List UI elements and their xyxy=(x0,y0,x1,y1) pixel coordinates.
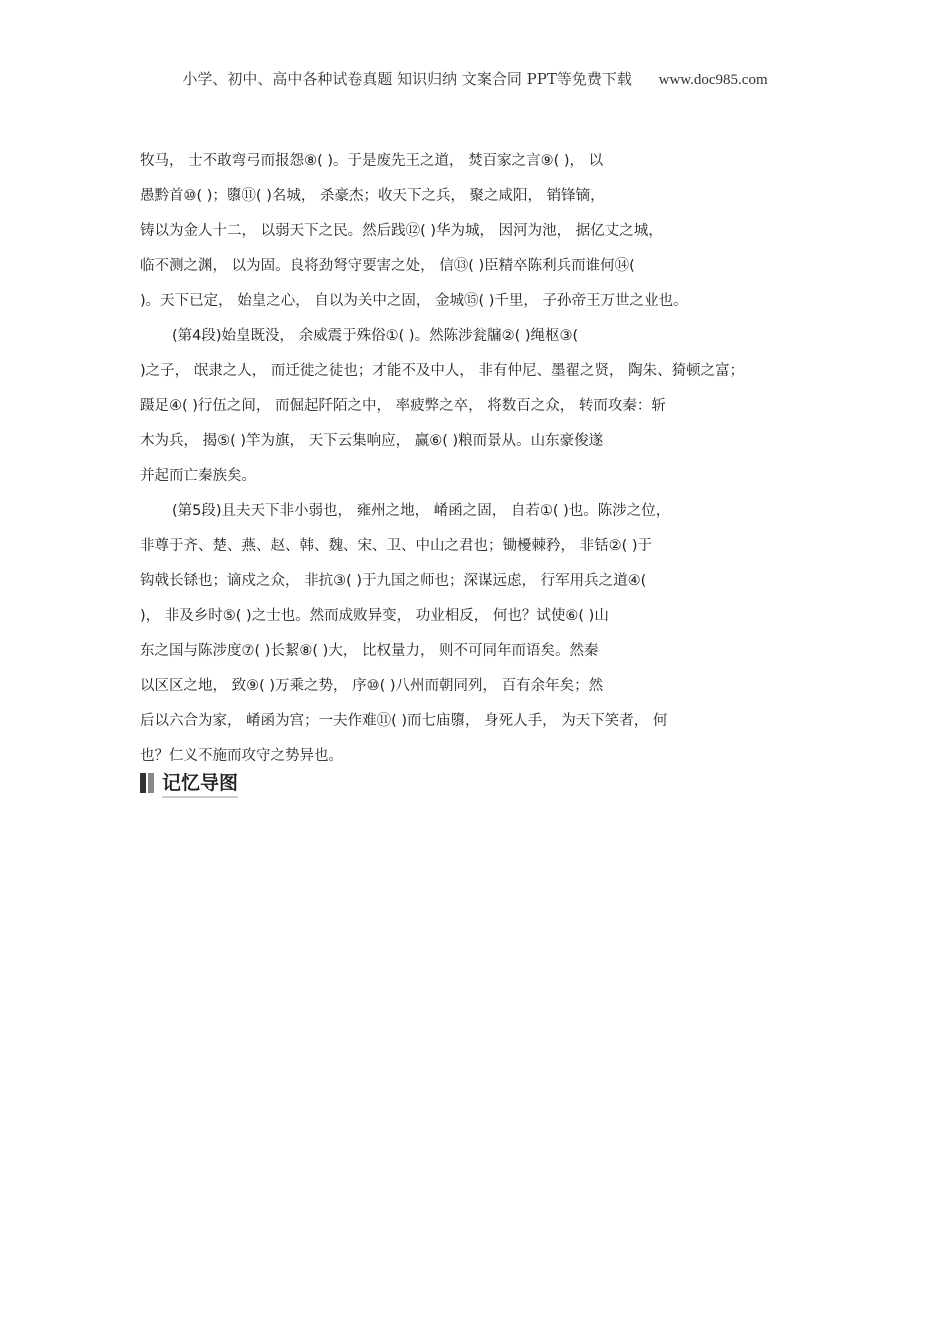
page-header xyxy=(0,68,950,89)
passage-line: 牧马， 士不敢弯弓而报怨⑧( )。于是废先王之道， 焚百家之言⑨( )， 以 xyxy=(140,153,604,169)
passage-line: )之子， 氓隶之人， 而迁徙之徒也；才能不及中人， 非有仲尼、墨翟之贤， 陶朱、猗顿之富； xyxy=(140,363,745,379)
header-text: 小学、初中、高中各种试卷真题 知识归纳 文案合同 PPT等免费下载 xyxy=(182,70,632,88)
passage-line: )。天下已定， 始皇之心， 自以为关中之固， 金城⑮( )千里， 子孙帝王万世之业也。 xyxy=(140,293,688,309)
passage-line: 也？仁义不施而攻守之势异也。 xyxy=(140,748,343,764)
passage-line: 蹑足④( )行伍之间， 而倔起阡陌之中， 率疲弊之卒， 将数百之众， 转而攻秦：斩 xyxy=(140,398,666,414)
memory-map-heading xyxy=(140,768,238,798)
passage-line: (第4段)始皇既没， 余威震于殊俗①( )。然陈涉瓮牖②( )绳枢③( xyxy=(172,328,579,344)
passage-line: (第5段)且夫天下非小弱也， 雍州之地， 崤函之固， 自若①( )也。陈涉之位， xyxy=(172,503,671,519)
section-title: 记忆导图 xyxy=(162,768,238,798)
passage-line: 愚黔首⑩( )；隳⑪( )名城， 杀豪杰；收天下之兵， 聚之咸阳， 销锋镝， xyxy=(140,188,605,204)
passage-line: 木为兵， 揭⑤( )竿为旗， 天下云集响应， 赢⑥( )粮而景从。山东豪俊遂 xyxy=(140,433,604,449)
passage-line: 后以六合为家， 崤函为宫；一夫作难⑪( )而七庙隳， 身死人手， 为天下笑者， 何 xyxy=(140,713,668,729)
passage-line: 并起而亡秦族矣。 xyxy=(140,468,256,484)
passage-line: 非尊于齐、楚、燕、赵、韩、魏、宋、卫、中山之君也；锄櫌棘矜， 非铦②( )于 xyxy=(140,538,653,554)
passage-line: )， 非及乡时⑤( )之士也。然而成败异变， 功业相反， 何也？试使⑥( )山 xyxy=(140,608,609,624)
passage-text xyxy=(140,144,810,774)
section-marker-icon xyxy=(140,773,156,793)
header-url[interactable]: www.doc985.com xyxy=(658,72,768,88)
passage-line: 铸以为金人十二， 以弱天下之民。然后践⑫( )华为城， 因河为池， 据亿丈之城， xyxy=(140,223,663,239)
passage-line: 以区区之地， 致⑨( )万乘之势， 序⑩( )八州而朝同列， 百有余年矣；然 xyxy=(140,678,604,694)
passage-line: 东之国与陈涉度⑦( )长絜⑧( )大， 比权量力， 则不可同年而语矣。然秦 xyxy=(140,643,599,659)
passage-line: 钩戟长铩也；谪戍之众， 非抗③( )于九国之师也；深谋远虑， 行军用兵之道④( xyxy=(140,573,647,589)
passage-line: 临不测之渊， 以为固。良将劲弩守要害之处， 信⑬( )臣精卒陈利兵而谁何⑭( xyxy=(140,258,635,274)
